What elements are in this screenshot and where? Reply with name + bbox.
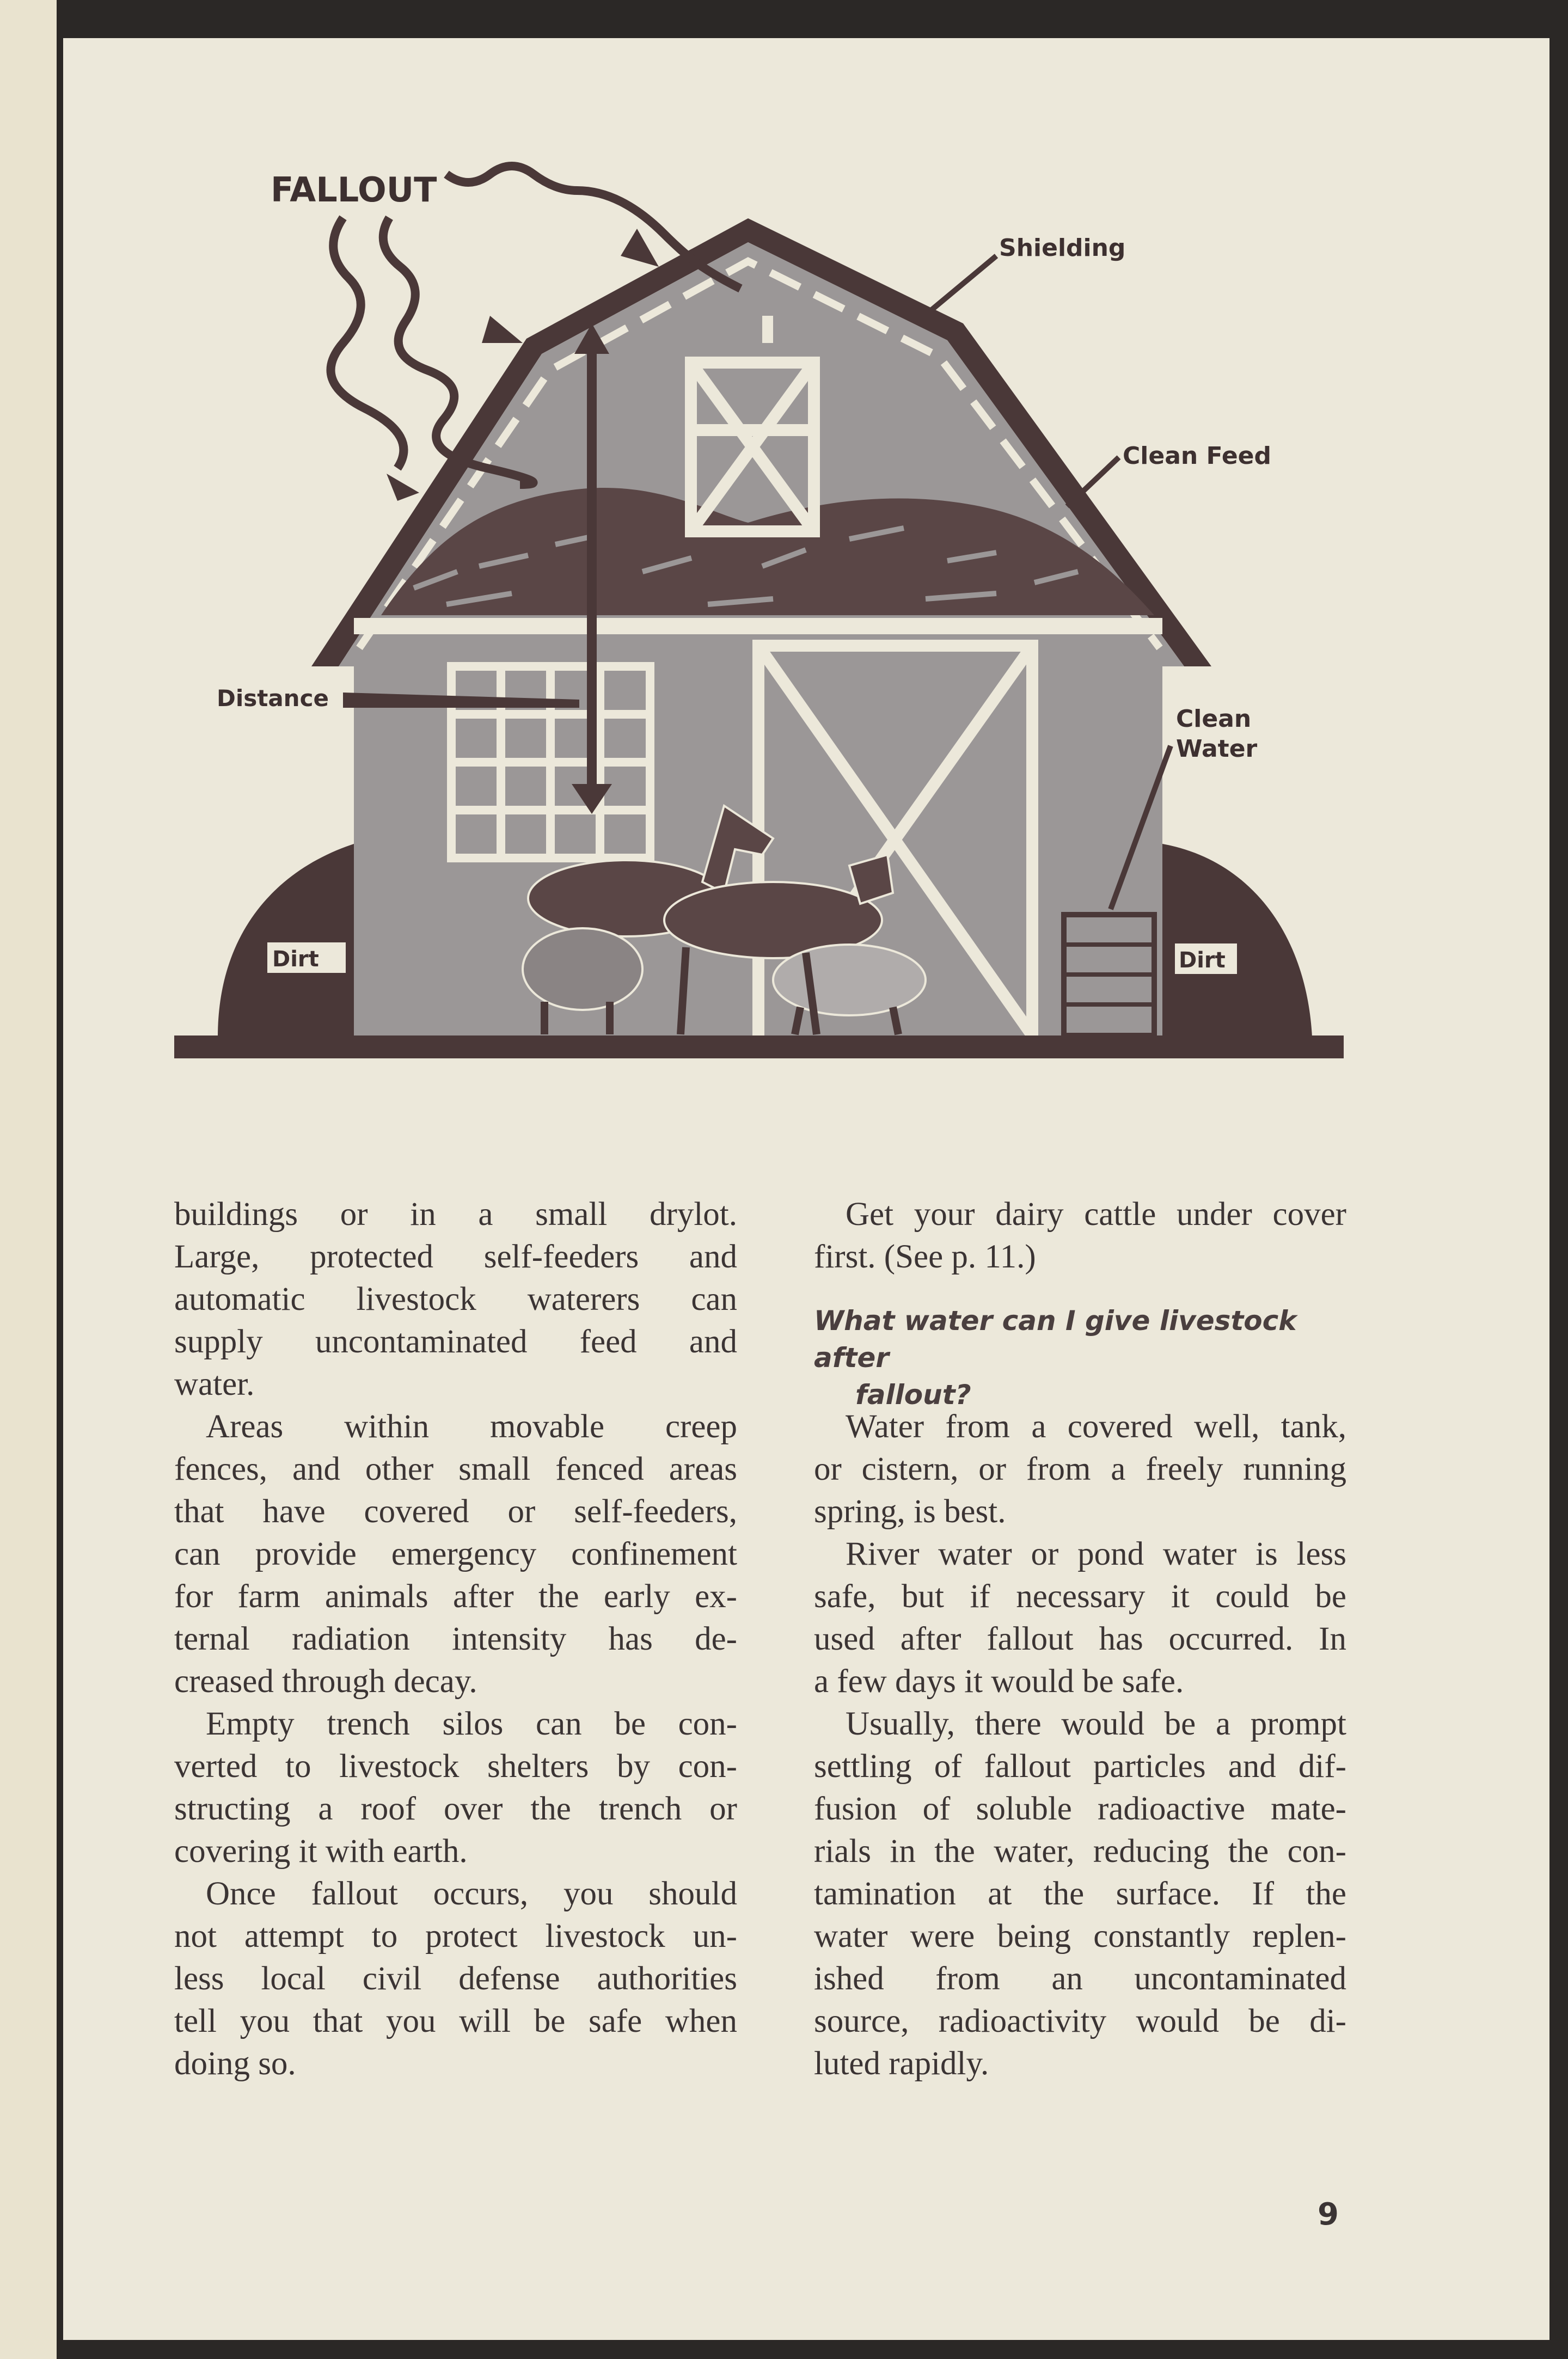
page-number: 9 — [1318, 2197, 1339, 2232]
text-line: can provide emergency confinement — [174, 1536, 737, 1572]
text-line: first. (See p. 11.) — [814, 1239, 1036, 1275]
text-line: River water or pond water is less — [846, 1536, 1346, 1572]
paragraph — [174, 1406, 737, 1703]
barn-fallout-illustration — [0, 0, 1568, 1089]
text-line: Empty trench silos can be con- — [206, 1706, 737, 1742]
text-line: verted to livestock shelters by con- — [174, 1748, 737, 1785]
text-line: rials in the water, reducing the con- — [814, 1833, 1346, 1870]
shielding-label: Shielding — [999, 234, 1126, 262]
dirt-label-left: Dirt — [272, 947, 319, 972]
text-line: that have covered or self-feeders, — [174, 1493, 737, 1530]
paragraph — [174, 1193, 737, 1406]
text-line: Water from a covered well, tank, — [846, 1408, 1346, 1445]
text-line: Once fallout occurs, you should — [206, 1876, 737, 1912]
text-line: used after fallout has occurred. In — [814, 1621, 1346, 1657]
text-line: fusion of soluble radioactive mate- — [814, 1791, 1346, 1827]
loft-vent — [762, 316, 773, 343]
text-line: Usually, there would be a prompt — [846, 1706, 1346, 1742]
paragraph — [814, 1533, 1346, 1703]
text-line: Large, protected self-feeders and — [174, 1239, 737, 1275]
text-line: Areas within movable creep — [206, 1408, 737, 1445]
loft-floor — [354, 618, 1162, 634]
text-line: tell you that you will be safe when — [174, 2003, 737, 2039]
text-line: settling of fallout particles and dif- — [814, 1748, 1346, 1785]
text-line: supply uncontaminated feed and — [174, 1324, 737, 1360]
clean-water-label-line2: Water — [1176, 735, 1258, 763]
text-line: ished from an uncontaminated — [814, 1960, 1346, 1997]
right-text-column — [814, 1406, 1346, 2085]
clean-feed-label: Clean Feed — [1123, 442, 1272, 470]
paragraph — [174, 1873, 737, 2085]
text-line: for farm animals after the early ex- — [174, 1578, 737, 1615]
heading-line-1: What water can I give livestock after — [814, 1305, 1297, 1374]
sheep — [523, 928, 642, 1010]
paragraph — [814, 1703, 1346, 2085]
paragraph — [814, 1406, 1346, 1533]
text-line: not attempt to protect livestock un- — [174, 1918, 737, 1954]
section-heading — [814, 1302, 1353, 1413]
text-line: buildings or in a small drylot. — [174, 1196, 737, 1233]
text-line: ternal radiation intensity has de- — [174, 1621, 737, 1657]
text-line: water were being constantly replen- — [814, 1918, 1346, 1954]
right-column-intro — [814, 1193, 1346, 1278]
distance-label: Distance — [217, 685, 329, 712]
clean-water-label-line1: Clean — [1176, 705, 1252, 733]
text-line: safe, but if necessary it could be — [814, 1578, 1346, 1615]
paragraph — [174, 1703, 737, 1873]
text-line: a few days it would be safe. — [814, 1663, 1184, 1700]
text-line: doing so. — [174, 2045, 296, 2082]
fallout-label: FALLOUT — [271, 170, 437, 210]
text-line: less local civil defense authorities — [174, 1960, 737, 1997]
pig — [773, 945, 926, 1015]
left-text-column — [174, 1193, 737, 2085]
dirt-label-right: Dirt — [1179, 948, 1226, 973]
text-line: Get your dairy cattle under cover — [846, 1196, 1346, 1233]
text-line: source, radioactivity would be di- — [814, 2003, 1346, 2039]
text-line: or cistern, or from a freely running — [814, 1451, 1346, 1487]
text-line: spring, is best. — [814, 1493, 1006, 1530]
ground-line — [174, 1035, 1344, 1058]
text-line: tamination at the surface. If the — [814, 1876, 1346, 1912]
text-line: structing a roof over the trench or — [174, 1791, 737, 1827]
text-line: automatic livestock waterers can — [174, 1281, 737, 1318]
text-line: fences, and other small fenced areas — [174, 1451, 737, 1487]
text-line: luted rapidly. — [814, 2045, 989, 2082]
paragraph — [814, 1193, 1346, 1278]
water-barrel — [1064, 915, 1154, 1035]
text-line: creased through decay. — [174, 1663, 477, 1700]
heading-line-2: fallout? — [855, 1379, 971, 1411]
text-line: covering it with earth. — [174, 1833, 468, 1870]
text-line: water. — [174, 1366, 255, 1402]
